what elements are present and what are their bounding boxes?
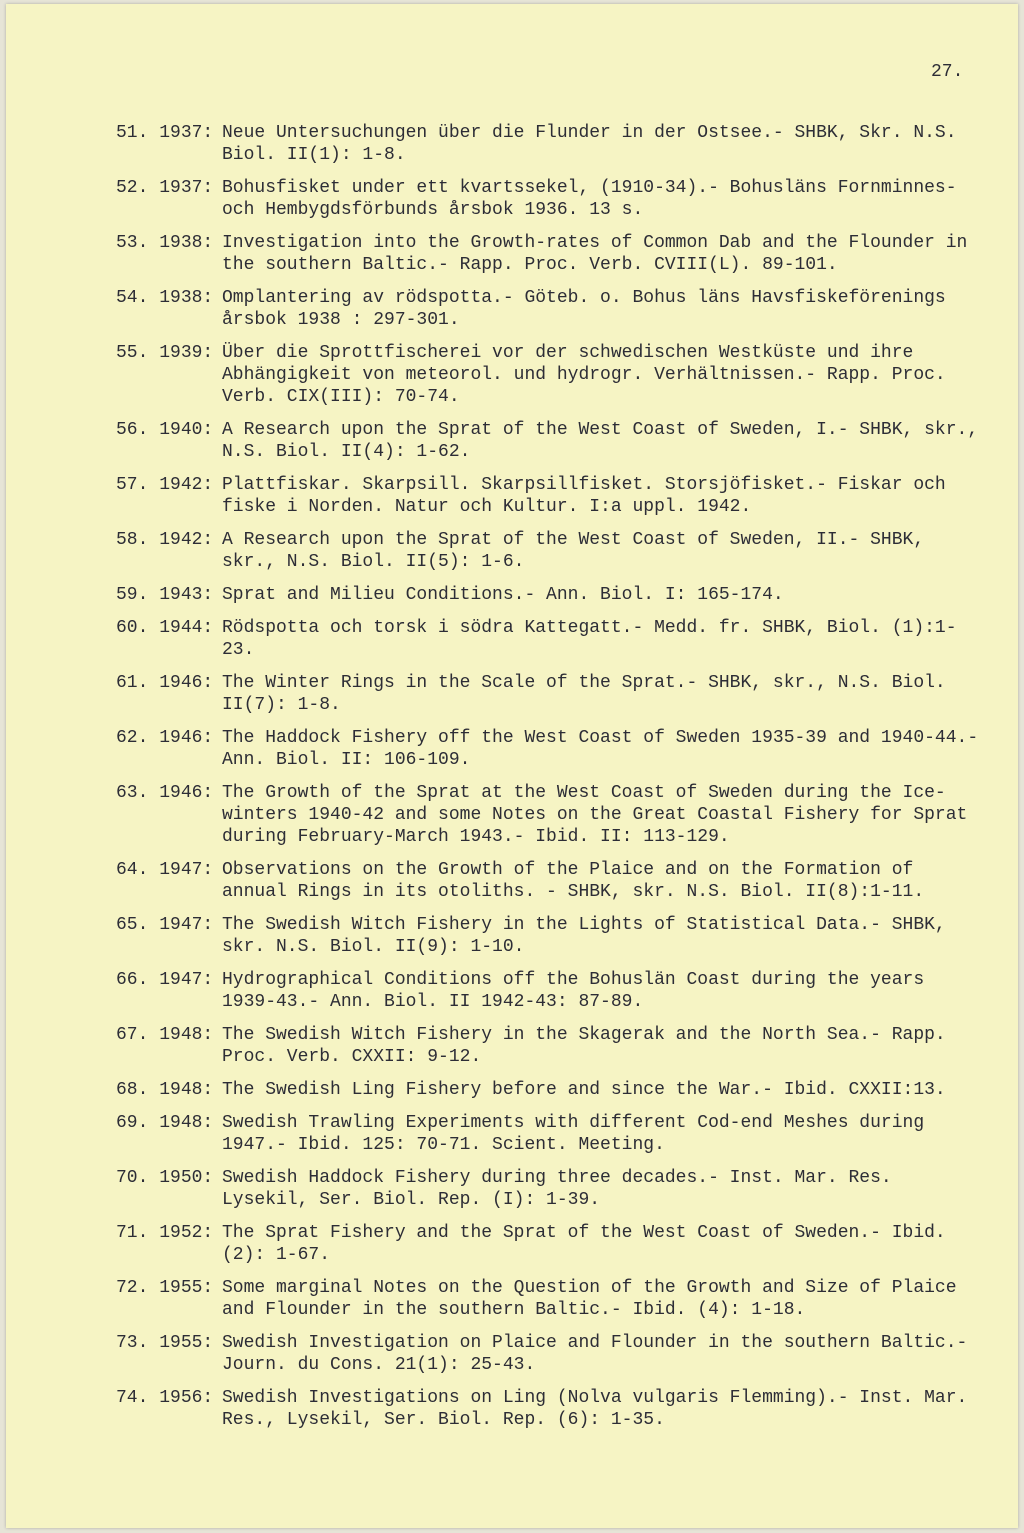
bibliography-entry bbox=[116, 1332, 986, 1376]
bibliography-entry bbox=[116, 727, 986, 771]
entry-text: The Swedish Ling Fishery before and since the War.- Ibid. CXXII:13. bbox=[222, 1080, 946, 1100]
entry-number: 60. bbox=[116, 618, 149, 638]
entry-year: 1947: bbox=[159, 860, 214, 880]
entry-text: A Research upon the Sprat of the West Coast of Sweden, II.- SHBK, skr., N.S. Biol. II(5): 1-6. bbox=[222, 530, 925, 572]
entry-year: 1950: bbox=[159, 1168, 214, 1188]
bibliography-entry bbox=[116, 1277, 986, 1321]
bibliography-entry bbox=[116, 122, 986, 166]
entry-text: Rödspotta och torsk i södra Kattegatt.- Medd. fr. SHBK, Biol. (1):1-23. bbox=[222, 618, 957, 660]
entry-number: 72. bbox=[116, 1278, 149, 1298]
bibliography-entry bbox=[116, 1112, 986, 1156]
bibliography-entry bbox=[116, 342, 986, 408]
bibliography-entry bbox=[116, 1079, 986, 1101]
entry-number: 65. bbox=[116, 915, 149, 935]
bibliography-entry bbox=[116, 969, 986, 1013]
entry-year: 1946: bbox=[159, 728, 214, 748]
entry-number: 61. bbox=[116, 673, 149, 693]
entry-year: 1946: bbox=[159, 783, 214, 803]
entry-text: Investigation into the Growth-rates of Common Dab and the Flounder in the southern Baltic.- Rapp. Proc. Verb. CVIII(L). 89-101. bbox=[222, 233, 968, 275]
entry-text: Über die Sprottfischerei vor der schwedischen Westküste und ihre Abhängigkeit von meteorol. und hydrogr. Verhältnissen.- Rapp. Proc. Verb. CIX(III): 70-74. bbox=[222, 343, 946, 407]
entry-number: 62. bbox=[116, 728, 149, 748]
entry-text: Swedish Investigation on Plaice and Flounder in the southern Baltic.- Journ. du Cons. 21(1): 25-43. bbox=[222, 1333, 968, 1375]
bibliography-entry bbox=[116, 782, 986, 848]
entry-number: 64. bbox=[116, 860, 149, 880]
entry-year: 1955: bbox=[159, 1333, 214, 1353]
bibliography-entry bbox=[116, 474, 986, 518]
entry-year: 1948: bbox=[159, 1025, 214, 1045]
entry-text: Observations on the Growth of the Plaice and on the Formation of annual Rings in its otoliths. - SHBK, skr. N.S. Biol. II(8):1-11. bbox=[222, 860, 925, 902]
entry-text: The Growth of the Sprat at the West Coast of Sweden during the Ice-winters 1940-42 and some Notes on the Great Coastal Fishery for Sprat during February-March 1943.- Ibid. II: 113-129. bbox=[222, 783, 968, 847]
entry-number: 54. bbox=[116, 288, 149, 308]
bibliography-entry bbox=[116, 859, 986, 903]
entry-year: 1939: bbox=[159, 343, 214, 363]
entry-text: Swedish Trawling Experiments with different Cod-end Meshes during 1947.- Ibid. 125: 70-71. Scient. Meeting. bbox=[222, 1113, 925, 1155]
entry-year: 1943: bbox=[159, 585, 214, 605]
entry-year: 1940: bbox=[159, 420, 214, 440]
entry-year: 1952: bbox=[159, 1223, 214, 1243]
entry-number: 63. bbox=[116, 783, 149, 803]
entry-text: The Winter Rings in the Scale of the Sprat.- SHBK, skr., N.S. Biol. II(7): 1-8. bbox=[222, 673, 946, 715]
entry-text: Plattfiskar. Skarpsill. Skarpsillfisket. Storsjöfisket.- Fiskar och fiske i Norden. Natur och Kultur. I:a uppl. 1942. bbox=[222, 475, 946, 517]
bibliography-entry bbox=[116, 1222, 986, 1266]
entry-year: 1948: bbox=[159, 1113, 214, 1133]
document-page bbox=[6, 4, 1018, 1528]
entry-number: 55. bbox=[116, 343, 149, 363]
entry-number: 70. bbox=[116, 1168, 149, 1188]
entry-text: The Swedish Witch Fishery in the Lights of Statistical Data.- SHBK, skr. N.S. Biol. II(9): 1-10. bbox=[222, 915, 946, 957]
entry-number: 57. bbox=[116, 475, 149, 495]
entry-year: 1947: bbox=[159, 970, 214, 990]
bibliography-entry bbox=[116, 672, 986, 716]
entry-text: Neue Untersuchungen über die Flunder in der Ostsee.- SHBK, Skr. N.S. Biol. II(1): 1-8. bbox=[222, 123, 957, 165]
entry-text: Some marginal Notes on the Question of the Growth and Size of Plaice and Flounder in the southern Baltic.- Ibid. (4): 1-18. bbox=[222, 1278, 957, 1320]
entry-year: 1947: bbox=[159, 915, 214, 935]
bibliography-entry bbox=[116, 584, 986, 606]
entry-number: 67. bbox=[116, 1025, 149, 1045]
entry-text: Swedish Haddock Fishery during three decades.- Inst. Mar. Res. Lysekil, Ser. Biol. Rep. (I): 1-39. bbox=[222, 1168, 892, 1210]
entry-number: 56. bbox=[116, 420, 149, 440]
entry-year: 1942: bbox=[159, 475, 214, 495]
bibliography-entry bbox=[116, 617, 986, 661]
entry-year: 1937: bbox=[159, 178, 214, 198]
entry-year: 1942: bbox=[159, 530, 214, 550]
entry-year: 1955: bbox=[159, 1278, 214, 1298]
entry-number: 59. bbox=[116, 585, 149, 605]
entry-text: The Haddock Fishery off the West Coast of Sweden 1935-39 and 1940-44.- Ann. Biol. II: 106-109. bbox=[222, 728, 979, 770]
entry-text: Swedish Investigations on Ling (Nolva vulgaris Flemming).- Inst. Mar. Res., Lysekil, Ser. Biol. Rep. (6): 1-35. bbox=[222, 1388, 968, 1430]
bibliography-entry bbox=[116, 419, 986, 463]
entry-number: 69. bbox=[116, 1113, 149, 1133]
bibliography-list bbox=[116, 122, 986, 1442]
entry-year: 1937: bbox=[159, 123, 214, 143]
entry-number: 66. bbox=[116, 970, 149, 990]
entry-number: 58. bbox=[116, 530, 149, 550]
entry-year: 1946: bbox=[159, 673, 214, 693]
entry-number: 51. bbox=[116, 123, 149, 143]
entry-year: 1938: bbox=[159, 288, 214, 308]
entry-text: The Sprat Fishery and the Sprat of the West Coast of Sweden.- Ibid. (2): 1-67. bbox=[222, 1223, 946, 1265]
entry-year: 1938: bbox=[159, 233, 214, 253]
entry-number: 73. bbox=[116, 1333, 149, 1353]
entry-number: 74. bbox=[116, 1388, 149, 1408]
entry-year: 1944: bbox=[159, 618, 214, 638]
bibliography-entry bbox=[116, 177, 986, 221]
bibliography-entry bbox=[116, 914, 986, 958]
entry-text: Hydrographical Conditions off the Bohuslän Coast during the years 1939-43.- Ann. Biol. II 1942-43: 87-89. bbox=[222, 970, 925, 1012]
entry-number: 53. bbox=[116, 233, 149, 253]
page-number: 27. bbox=[931, 62, 964, 82]
entry-text: Sprat and Milieu Conditions.- Ann. Biol. I: 165-174. bbox=[222, 585, 784, 605]
bibliography-entry bbox=[116, 1167, 986, 1211]
entry-text: The Swedish Witch Fishery in the Skagerak and the North Sea.- Rapp. Proc. Verb. CXXII: 9-12. bbox=[222, 1025, 946, 1067]
bibliography-entry bbox=[116, 232, 986, 276]
bibliography-entry bbox=[116, 1387, 986, 1431]
bibliography-entry bbox=[116, 529, 986, 573]
bibliography-entry bbox=[116, 1024, 986, 1068]
entry-number: 71. bbox=[116, 1223, 149, 1243]
entry-number: 68. bbox=[116, 1080, 149, 1100]
entry-text: Bohusfisket under ett kvartssekel, (1910-34).- Bohusläns Fornminnes- och Hembygdsförbunds årsbok 1936. 13 s. bbox=[222, 178, 957, 220]
entry-number: 52. bbox=[116, 178, 149, 198]
entry-text: Omplantering av rödspotta.- Göteb. o. Bohus läns Havsfiskeförenings årsbok 1938 : 297-301. bbox=[222, 288, 946, 330]
entry-text: A Research upon the Sprat of the West Coast of Sweden, I.- SHBK, skr., N.S. Biol. II(4): 1-62. bbox=[222, 420, 979, 462]
entry-year: 1948: bbox=[159, 1080, 214, 1100]
bibliography-entry bbox=[116, 287, 986, 331]
entry-year: 1956: bbox=[159, 1388, 214, 1408]
